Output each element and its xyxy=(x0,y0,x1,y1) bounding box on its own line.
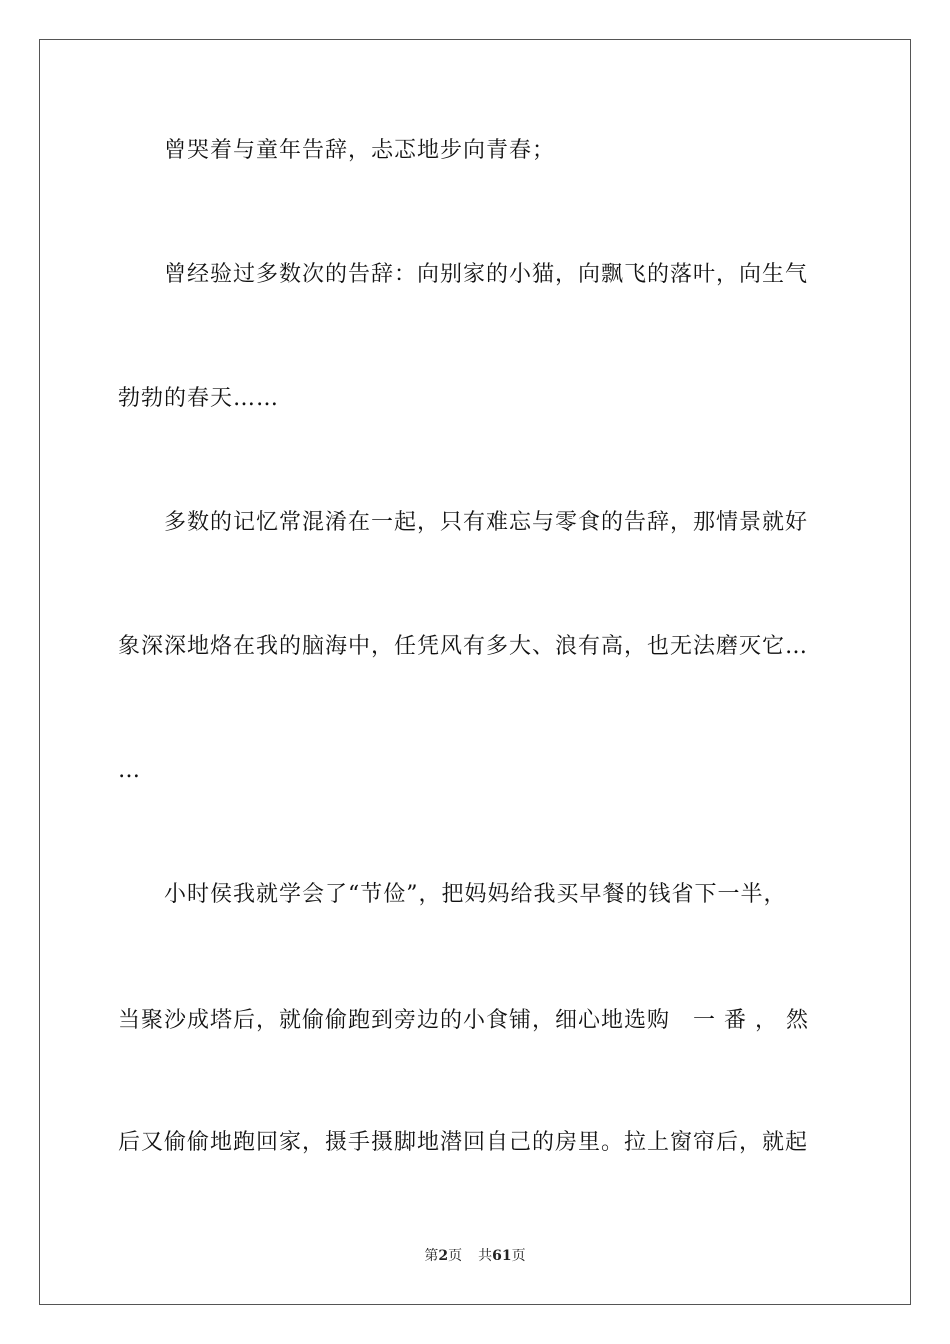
paragraph-3-line-2: 象深深地烙在我的脑海中，任凭风有多大、浪有高，也无法磨灭它… xyxy=(118,634,809,659)
footer-total-pages: 61 xyxy=(492,1248,512,1264)
page-footer xyxy=(0,1247,950,1265)
paragraph-4-line-3: 后又偷偷地跑回家，摄手摄脚地潜回自己的房里。拉上窗帘后，就起 xyxy=(118,1130,809,1155)
footer-page-prefix: 第 xyxy=(424,1248,439,1264)
footer-page-suffix: 页 xyxy=(448,1248,463,1264)
paragraph-1-line-1: 曾哭着与童年告辞，忐忑地步向青春； xyxy=(164,138,556,163)
paragraph-2-line-1: 曾经验过多数次的告辞：向别家的小猫，向飘飞的落叶，向生气 xyxy=(164,262,809,287)
footer-total-suffix: 页 xyxy=(511,1248,526,1264)
footer-page-number: 2 xyxy=(438,1248,449,1264)
paragraph-3-line-1: 多数的记忆常混淆在一起，只有难忘与零食的告辞，那情景就好 xyxy=(164,510,809,535)
footer-total-prefix: 共 xyxy=(478,1248,493,1264)
paragraph-2-line-2: 勃勃的春天…… xyxy=(118,386,280,411)
paragraph-4-line-1: 小时侯我就学会了“节俭”，把妈妈给我买早餐的钱省下一半， xyxy=(164,882,787,907)
paragraph-3-line-3: … xyxy=(118,758,141,783)
paragraph-4-line-2: 当聚沙成塔后，就偷偷跑到旁边的小食铺，细心地选购 一 番 ， 然 xyxy=(118,1008,809,1033)
page-frame xyxy=(39,39,911,1305)
